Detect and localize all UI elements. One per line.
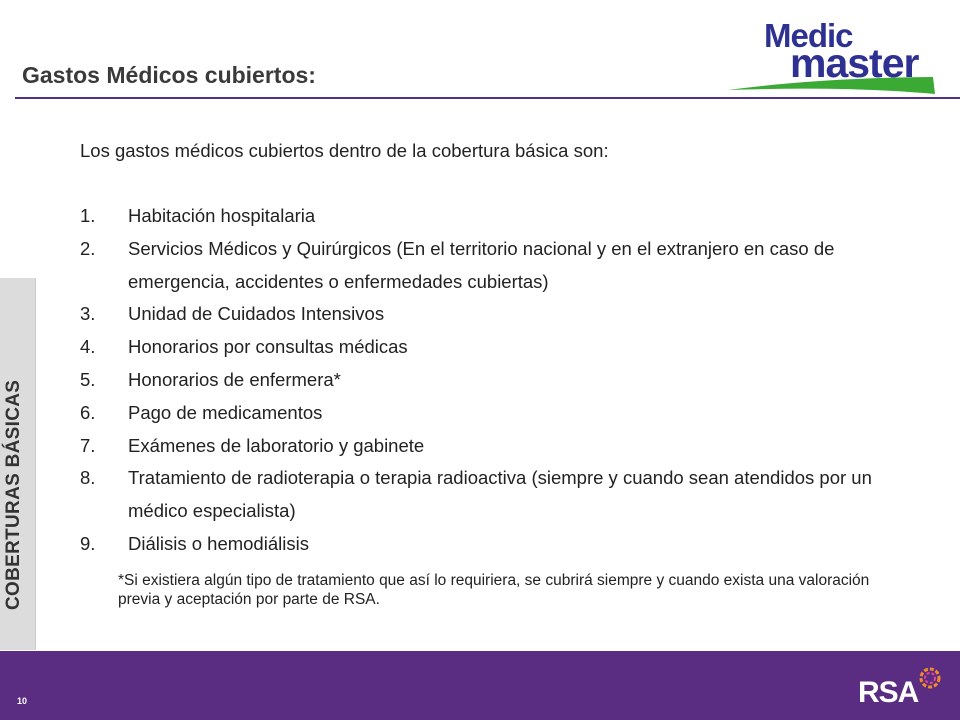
rsa-logo <box>858 666 944 710</box>
list-item-text: Diálisis o hemodiálisis <box>128 532 309 554</box>
list-item <box>80 397 930 430</box>
page-number: 10 <box>17 696 28 706</box>
list-item-number: 7. <box>80 434 96 456</box>
list-item-text: Honorarios por consultas médicas <box>128 336 408 358</box>
list-item-text: Pago de medicamentos <box>128 401 323 423</box>
side-tab-label: COBERTURAS BÁSICAS <box>3 379 24 610</box>
logo-text-medic: Medic <box>764 17 853 54</box>
list-item-number: 4. <box>80 336 96 358</box>
list-item <box>80 233 930 299</box>
list-item <box>80 430 930 463</box>
list-item <box>80 331 930 364</box>
medicmaster-logo <box>728 18 943 96</box>
list-item-number: 2. <box>80 237 96 259</box>
title-divider <box>15 97 960 99</box>
list-item <box>80 528 930 561</box>
list-item-text: Servicios Médicos y Quirúrgicos (En el territorio nacional y en el extranjero en caso de emergencia, accidentes o enfermedades cubiertas) <box>128 237 835 292</box>
list-item-number: 8. <box>80 467 96 489</box>
coverage-list <box>80 200 930 561</box>
rsa-logo-text: RSA <box>858 676 919 709</box>
list-item-text: Tratamiento de radioterapia o terapia radioactiva (siempre y cuando sean atendidos por un médico especialista) <box>128 467 872 522</box>
list-item-number: 5. <box>80 368 96 390</box>
list-item <box>80 364 930 397</box>
footer-bar <box>0 651 960 720</box>
list-item-number: 9. <box>80 532 96 554</box>
list-item <box>80 462 930 528</box>
list-item-number: 6. <box>80 401 96 423</box>
list-item-number: 1. <box>80 205 96 226</box>
list-item <box>80 298 930 331</box>
footnote: *Si existiera algún tipo de tratamiento que así lo requiriera, se cubrirá siempre y cuando exista una valoración previa y aceptación por parte de RSA. <box>118 572 870 608</box>
list-item-text: Exámenes de laboratorio y gabinete <box>128 434 425 456</box>
intro-text: Los gastos médicos cubiertos dentro de la cobertura básica son: <box>80 140 609 161</box>
list-item-text: Honorarios de enfermera* <box>128 368 341 390</box>
rsa-swirl-icon <box>918 666 942 690</box>
list-item-number: 3. <box>80 303 96 325</box>
logo-text-master: master <box>790 40 919 86</box>
page-title: Gastos Médicos cubiertos: <box>22 62 316 88</box>
list-item <box>80 200 930 233</box>
list-item-text: Unidad de Cuidados Intensivos <box>128 303 385 325</box>
list-item-text: Habitación hospitalaria <box>128 205 316 226</box>
